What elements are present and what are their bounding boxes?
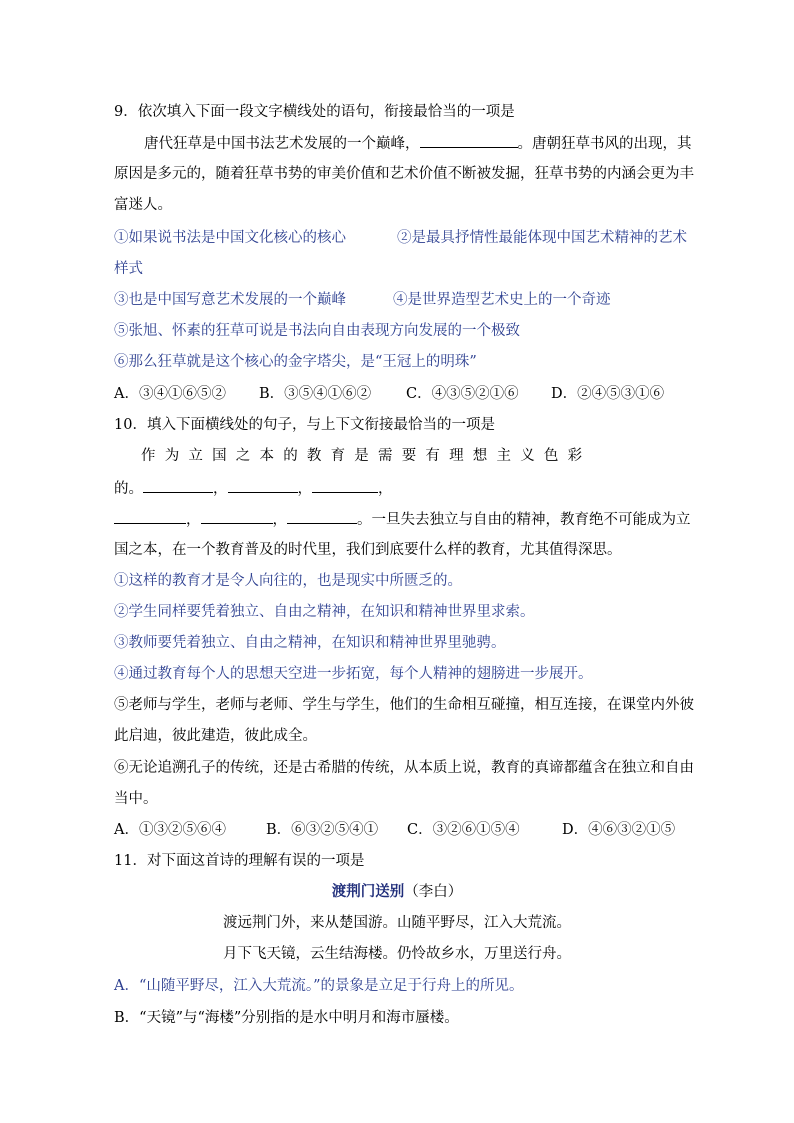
q9-sentence-2-cont: 样式 — [114, 261, 143, 277]
q9-passage-line-2: 原因是多元的，随着狂草书势的审美价值和艺术价值不断被发掘，狂草书势的内涵会更为丰 — [114, 166, 694, 182]
q10-passage-line-1: 作为立国之本的教育是需要有理想主义色彩 — [141, 448, 592, 464]
q10-sentence-3: ③教师要凭着独立、自由之精神，在知识和精神世界里驰骋。 — [114, 635, 506, 651]
q9-option-c: C．④③⑤②①⑥ — [406, 386, 519, 402]
q11-option-a: A．“山随平野尽，江入大荒流。”的景象是立足于行舟上的所见。 — [114, 978, 524, 994]
q10-passage-line-3 — [114, 509, 691, 530]
q10-passage-line-2 — [114, 478, 393, 499]
q9-sentence-1: ①如果说书法是中国文化核心的核心 — [114, 230, 346, 246]
q10-passage-end: 。一旦失去独立与自由的精神，教育绝不可能成为立 — [357, 512, 691, 528]
q10-sentence-5: ⑤老师与学生，老师与老师、学生与学生，他们的生命相互碰撞，相互连接，在课堂内外彼 — [114, 697, 694, 713]
poem-title: 渡荆门送别 — [331, 883, 405, 900]
q11-poem-line-2: 月下飞天镜，云生结海楼。仍怜故乡水，万里送行舟。 — [223, 946, 571, 962]
q9-sentence-2: ②是最具抒情性最能体现中国艺术精神的艺术 — [397, 230, 687, 246]
q9-stem: 9．依次填入下面一段文字横线处的语句，衔接最恰当的一项是 — [114, 104, 515, 120]
q9-option-d: D．②④⑤③①⑥ — [551, 386, 665, 402]
q9-sentence-6: ⑥那么狂草就是这个核心的金字塔尖，是“王冠上的明珠” — [114, 354, 477, 370]
q10-option-d: D．④⑥③②①⑤ — [562, 822, 676, 838]
q10-blank-5 — [201, 509, 273, 524]
q10-comma-4: ， — [186, 512, 201, 528]
q10-comma-2: ， — [297, 481, 312, 497]
q9-sentence-5: ⑤张旭、怀素的狂草可说是书法向自由表现方向发展的一个极致 — [114, 323, 520, 339]
q10-passage-line-4: 国之本，在一个教育普及的时代里，我们到底要什么样的教育，尤其值得深思。 — [114, 542, 622, 558]
q10-blank-4 — [114, 509, 186, 524]
poem-author: （李白） — [404, 884, 463, 900]
q10-blank-3 — [312, 478, 378, 493]
q9-blank — [420, 133, 518, 148]
q10-sentence-6-cont: 当中。 — [114, 791, 158, 807]
q11-option-b: B．“天镜”与“海楼”分别指的是水中明月和海市蜃楼。 — [114, 1010, 459, 1026]
q10-sentence-1: ①这样的教育才是令人向往的，也是现实中所匮乏的。 — [114, 573, 462, 589]
q9-passage-line-1 — [144, 133, 692, 154]
q9-sentence-3: ③也是中国写意艺术发展的一个巅峰 — [114, 292, 346, 308]
q10-comma-3: ， — [378, 481, 393, 497]
q11-stem: 11．对下面这首诗的理解有误的一项是 — [114, 853, 365, 869]
q10-sentence-5-cont: 此启迪，彼此建造，彼此成全。 — [114, 728, 317, 744]
q9-sentence-4: ④是世界造型艺术史上的一个奇迹 — [393, 292, 611, 308]
q9-passage-line-3: 富迷人。 — [114, 197, 172, 213]
q11-poem-heading — [0, 882, 794, 902]
q9-option-a: A．③④①⑥⑤② — [114, 386, 226, 402]
q9-passage-text-before: 唐代狂草是中国书法艺术发展的一个巅峰， — [144, 136, 420, 152]
q10-blank-2 — [228, 478, 298, 493]
q9-passage-text-after: 。唐朝狂草书风的出现，其 — [517, 136, 692, 152]
q10-comma-1: ， — [213, 481, 228, 497]
q10-option-a: A．①③②⑤⑥④ — [114, 822, 226, 838]
q10-blank-1 — [143, 478, 213, 493]
q10-sentence-6: ⑥无论追溯孔子的传统，还是古希腊的传统，从本质上说，教育的真谛都蕴含在独立和自由 — [114, 760, 694, 776]
q10-option-b: B．⑥③②⑤④① — [266, 822, 379, 838]
q10-sentence-2: ②学生同样要凭着独立、自由之精神，在知识和精神世界里求索。 — [114, 604, 535, 620]
q10-sentence-4: ④通过教育每个人的思想天空进一步拓宽，每个人精神的翅膀进一步展开。 — [114, 666, 593, 682]
q11-poem-line-1: 渡远荆门外，来从楚国游。山随平野尽，江入大荒流。 — [223, 915, 571, 931]
q10-comma-5: ， — [272, 512, 287, 528]
q10-passage-start: 的。 — [114, 481, 143, 497]
q10-stem: 10．填入下面横线处的句子，与上下文衔接最恰当的一项是 — [114, 417, 495, 433]
q10-option-c: C．③②⑥①⑤④ — [407, 822, 520, 838]
q10-blank-6 — [287, 509, 357, 524]
q9-option-b: B．③⑤④①⑥② — [259, 386, 372, 402]
